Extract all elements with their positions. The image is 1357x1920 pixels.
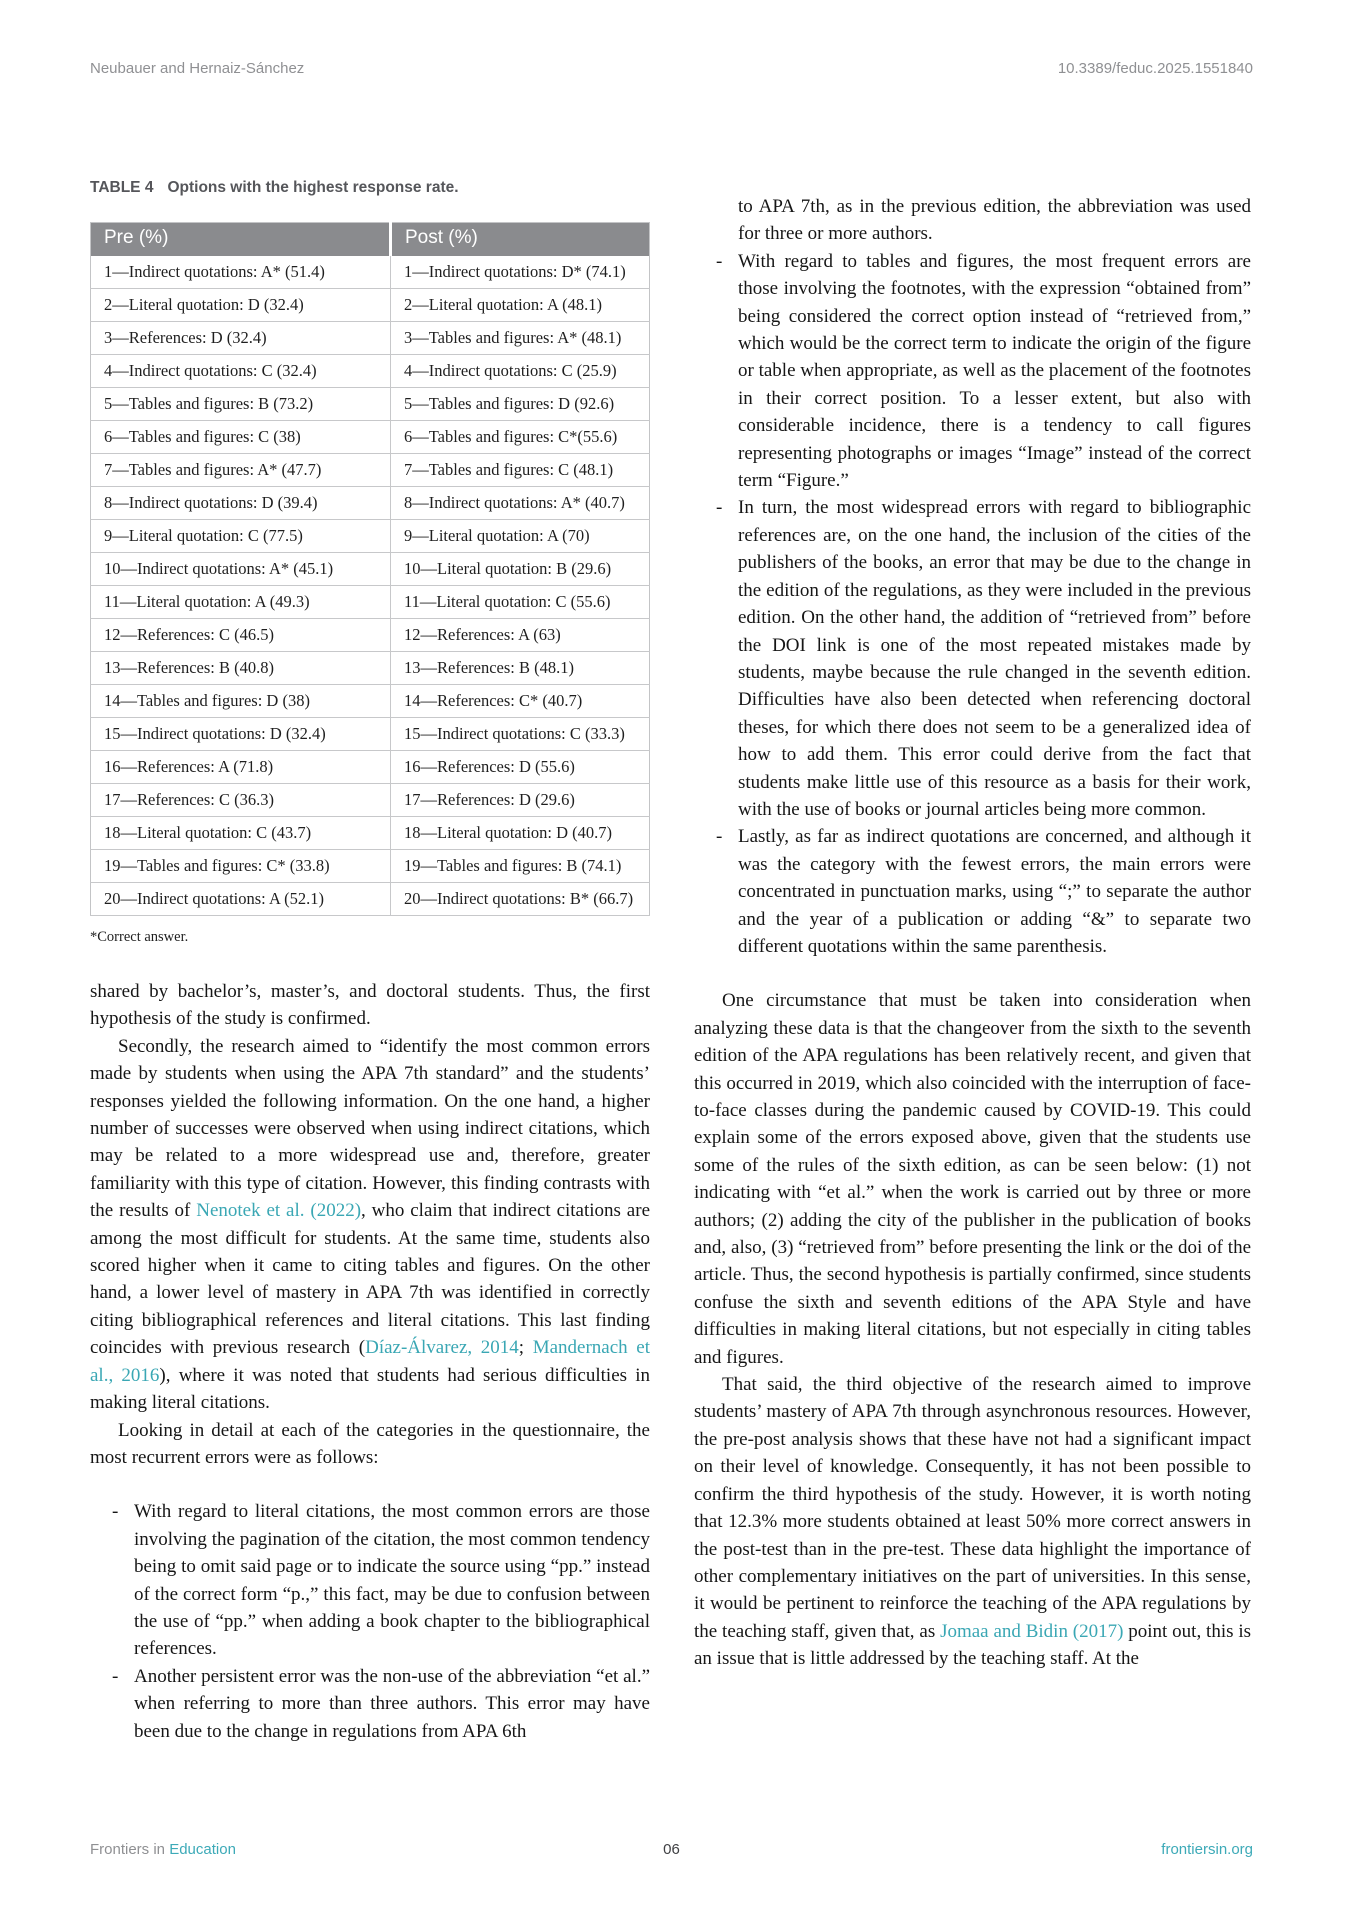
table-label: TABLE 4: [90, 179, 154, 196]
table-row: [91, 388, 650, 421]
table-cell: 17—References: C (36.3): [91, 784, 391, 817]
table-row: [91, 751, 650, 784]
table-cell: 2—Literal quotation: D (32.4): [91, 289, 391, 322]
frontiersin-link[interactable]: frontiersin.org: [1161, 1841, 1254, 1858]
table-cell: 8—Indirect quotations: A* (40.7): [391, 487, 650, 520]
text-run: With regard to tables and figures, the most frequent errors are those involving the footnotes, with the expression “obtained from” being considered the correct option instead of “retrieved from,” which would be the correct term to indicate the origin of the figure or table when appropriate, as well as the placement of the footnotes in their correct position. To a lesser extent, but also with considerable incidence, there is a tendency to call figures representing photographs or images “Image” instead of the correct term “Figure.”: [738, 250, 1251, 492]
table-cell: 2—Literal quotation: A (48.1): [391, 289, 650, 322]
bullet-marker: -: [112, 1501, 119, 1523]
bullet-item: [694, 823, 1251, 960]
table-cell: 7—Tables and figures: C (48.1): [391, 454, 650, 487]
bullet-item: [694, 193, 1251, 248]
table-cell: 14—References: C* (40.7): [391, 685, 650, 718]
table-cell: 7—Tables and figures: A* (47.7): [91, 454, 391, 487]
bullet-item: [90, 1663, 650, 1745]
text-run: to APA 7th, as in the previous edition, the abbreviation was used for three or more authors.: [738, 196, 1251, 245]
table-cell: 6—Tables and figures: C (38): [91, 421, 391, 454]
citation-link[interactable]: Jomaa and Bidin (2017): [940, 1620, 1124, 1642]
page-footer: [90, 1841, 1253, 1858]
bullet-marker: -: [112, 1665, 119, 1687]
table-cell: 4—Indirect quotations: C (25.9): [391, 355, 650, 388]
text-run: ;: [518, 1337, 533, 1359]
table-row: [91, 784, 650, 817]
citation-link[interactable]: Díaz-Álvarez, 2014: [365, 1337, 519, 1359]
table-cell: 8—Indirect quotations: D (39.4): [91, 487, 391, 520]
table-row: [91, 421, 650, 454]
table-cell: 10—Indirect quotations: A* (45.1): [91, 553, 391, 586]
text-run: Secondly, the research aimed to “identify the most common errors made by students when using the APA 7th standard” and the students’ responses yielded the following information. On the one hand, a higher number of successes were observed when using indirect citations, which may be related to a more widespread use and, therefore, greater familiarity with this type of citation. However, this finding contrasts with the results of: [90, 1035, 650, 1222]
table-cell: 15—Indirect quotations: C (33.3): [391, 718, 650, 751]
table-cell: 12—References: A (63): [391, 619, 650, 652]
table-cell: 9—Literal quotation: C (77.5): [91, 520, 391, 553]
table-row: [91, 619, 650, 652]
table-cell: 9—Literal quotation: A (70): [391, 520, 650, 553]
table-cell: 11—Literal quotation: C (55.6): [391, 586, 650, 619]
text-run: , who claim that indirect citations are among the most difficult for students. At the same time, students also scored higher when it came to citing tables and figures. On the other hand, a lower level of mastery in APA 7th was identified in correctly citing bibliographical references and literal citations. This last finding coincides with previous research (: [90, 1200, 650, 1359]
table-cell: 13—References: B (40.8): [91, 652, 391, 685]
table-cell: 16—References: A (71.8): [91, 751, 391, 784]
citation-link[interactable]: Nenotek et al. (2022): [196, 1200, 362, 1222]
table-cell: 1—Indirect quotations: A* (51.4): [91, 256, 391, 289]
table-cell: 10—Literal quotation: B (29.6): [391, 553, 650, 586]
table-row: [91, 586, 650, 619]
paragraph: [90, 978, 650, 1033]
table-row: [91, 454, 650, 487]
table-column-header: Pre (%): [91, 223, 391, 257]
paragraph: [90, 1033, 650, 1417]
text-run: With regard to literal citations, the most common errors are those involving the pagination of the citation, the most common tendency being to omit said page or to indicate the source using “pp.” instead of the correct form “p.,” this fact, may be due to confusion between the use of “pp.” when adding a book chapter to the bibliographical references.: [134, 1501, 650, 1660]
doi-text: 10.3389/feduc.2025.1551840: [1057, 60, 1253, 77]
table-cell: 16—References: D (55.6): [391, 751, 650, 784]
paragraph: [694, 1371, 1251, 1672]
table-row: [91, 718, 650, 751]
bullet-marker: -: [716, 497, 723, 519]
table-column-header: Post (%): [391, 223, 650, 257]
running-head-authors: Neubauer and Hernaiz-Sánchez: [90, 60, 305, 77]
paragraph: [694, 987, 1251, 1371]
table-cell: 20—Indirect quotations: A (52.1): [91, 883, 391, 916]
text-run: shared by bachelor’s, master’s, and doctoral students. Thus, the first hypothesis of the study is confirmed.: [90, 981, 650, 1030]
journal-name-link[interactable]: Education: [169, 1841, 236, 1858]
left-column: [90, 178, 650, 1745]
bullet-item: [90, 1498, 650, 1662]
text-run: That said, the third objective of the research aimed to improve students’ mastery of APA 7th through asynchronous resources. However, the pre-post analysis shows that these have not had a significant impact on their level of knowledge. Consequently, it has not been possible to confirm the third hypothesis of the study. However, it is worth noting that 12.3% more students obtained at least 50% more correct answers in the post-test than in the pre-test. These data highlight the importance of other complementary initiatives on the part of universities. In this sense, it would be pertinent to reinforce the teaching of the APA regulations by the teaching staff, given that, as: [694, 1374, 1251, 1642]
table-cell: 20—Indirect quotations: B* (66.7): [391, 883, 650, 916]
table-cell: 17—References: D (29.6): [391, 784, 650, 817]
text-run: ), where it was noted that students had serious difficulties in making literal citations.: [90, 1364, 650, 1414]
text-run: Another persistent error was the non-use of the abbreviation “et al.” when referring to more than three authors. This error may have been due to the change in regulations from APA 6th: [134, 1665, 650, 1742]
table-row: [91, 256, 650, 289]
table-header-row: [91, 223, 650, 257]
text-run: point out, this is an issue that is little addressed by the teaching staff. At the: [694, 1620, 1252, 1670]
table-cell: 13—References: B (48.1): [391, 652, 650, 685]
table-caption: [90, 178, 650, 198]
table-row: [91, 817, 650, 850]
table-row: [91, 685, 650, 718]
table-row: [91, 520, 650, 553]
table-caption-text: Options with the highest response rate.: [167, 179, 459, 196]
table-cell: 3—References: D (32.4): [91, 322, 391, 355]
table-row: [91, 289, 650, 322]
table-4: [90, 222, 650, 916]
running-header: [90, 60, 1253, 77]
journal-prefix: Frontiers in: [90, 1841, 170, 1858]
table-cell: 5—Tables and figures: D (92.6): [391, 388, 650, 421]
bullet-marker: -: [716, 826, 723, 848]
table-row: [91, 883, 650, 916]
journal-name: [90, 1841, 478, 1858]
bullet-marker: -: [716, 250, 723, 272]
right-column: [694, 193, 1251, 1673]
bullet-item: [694, 248, 1251, 495]
table-row: [91, 652, 650, 685]
table-cell: 4—Indirect quotations: C (32.4): [91, 355, 391, 388]
table-row: [91, 322, 650, 355]
table-row: [91, 355, 650, 388]
table-cell: 3—Tables and figures: A* (48.1): [391, 322, 650, 355]
text-run: In turn, the most widespread errors with regard to bibliographic references are, on the one hand, the inclusion of the cities of the publishers of the books, an error that may be due to the change in the edition of the regulations, as they were included in the previous edition. On the other hand, the addition of “retrieved from” before the DOI link is one of the most repeated mistakes made by students, maybe because the rule changed in the seventh edition. Difficulties have also been detected when referencing doctoral theses, for which there does not seem to be a generalized idea of how to add them. This error could derive from the fact that students make little use of this resource as a basis for their work, with the use of books or journal articles being more common.: [738, 497, 1251, 820]
table-cell: 18—Literal quotation: D (40.7): [391, 817, 650, 850]
table-cell: 19—Tables and figures: C* (33.8): [91, 850, 391, 883]
citation-link[interactable]: Mandernach et al., 2016: [90, 1337, 650, 1386]
table-row: [91, 850, 650, 883]
left-column-text: [90, 978, 650, 1745]
table-row: [91, 487, 650, 520]
right-column-text: [694, 193, 1251, 1673]
text-run: One circumstance that must be taken into consideration when analyzing these data is that the changeover from the sixth to the seventh edition of the APA regulations has been relatively recent, and given that this occurred in 2019, which also coincided with the interruption of face-to-face classes during the pandemic caused by COVID-19. This could explain some of the errors exposed above, given that the students use some of the rules of the sixth edition, as can be seen below: (1) not indicating with “et al.” when the work is carried out by three or more authors; (2) adding the city of the publisher in the publication of books and, also, (3) “retrieved from” before presenting the link or the doi of the article. Thus, the second hypothesis is partially confirmed, since students confuse the sixth and seventh editions of the APA Style and have difficulties in making literal citations, but not especially in citing tables and figures.: [694, 990, 1251, 1368]
table-cell: 14—Tables and figures: D (38): [91, 685, 391, 718]
table-cell: 6—Tables and figures: C*(55.6): [391, 421, 650, 454]
text-run: Lastly, as far as indirect quotations are concerned, and although it was the category with the fewest errors, the main errors were concentrated in punctuation marks, using “;” to separate the author and the year of a publication or adding “&” to separate two different quotations within the same parenthesis.: [738, 826, 1251, 957]
page-number: 06: [663, 1841, 680, 1858]
table-row: [91, 553, 650, 586]
paragraph: [90, 1417, 650, 1472]
table-cell: 12—References: C (46.5): [91, 619, 391, 652]
table-cell: 1—Indirect quotations: D* (74.1): [391, 256, 650, 289]
table-footnote: *Correct answer.: [90, 929, 189, 945]
text-run: Looking in detail at each of the categories in the questionnaire, the most recurrent errors were as follows:: [90, 1419, 650, 1468]
table-cell: 15—Indirect quotations: D (32.4): [91, 718, 391, 751]
table-cell: 18—Literal quotation: C (43.7): [91, 817, 391, 850]
table-cell: 19—Tables and figures: B (74.1): [391, 850, 650, 883]
table-cell: 11—Literal quotation: A (49.3): [91, 586, 391, 619]
table-cell: 5—Tables and figures: B (73.2): [91, 388, 391, 421]
bullet-item: [694, 494, 1251, 823]
